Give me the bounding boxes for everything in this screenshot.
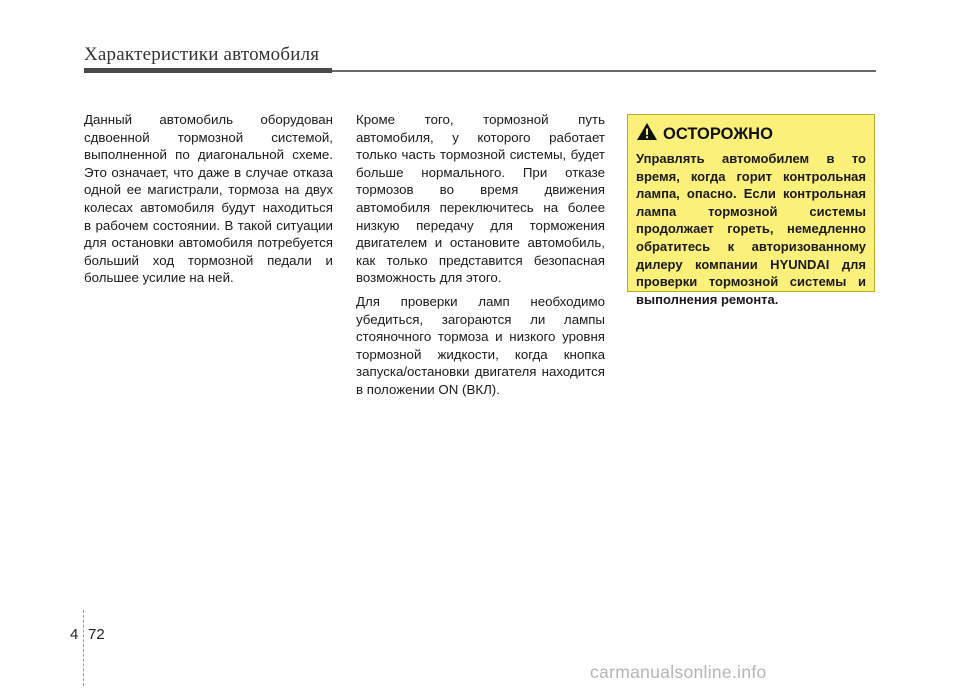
page-title: Характеристики автомобиля <box>84 44 320 65</box>
paragraph: Для проверки ламп необходимо убедиться, загораются ли лампы стояночного тормоза и низкого уровня тормозной жидкости, когда кнопка запуска/остановки двигателя находится в положении ON (ВКЛ). <box>356 293 605 397</box>
warning-triangle-icon <box>636 122 658 146</box>
text-column-middle <box>356 111 605 405</box>
watermark: carmanualsonline.info <box>590 662 767 682</box>
header-rule-thin <box>332 70 876 72</box>
page-number: 72 <box>88 626 105 643</box>
warning-text: Управлять автомобилем в то время, когда горит контрольная лампа, опасно. Если контрольная лампа тормозной системы продолжает гореть, немедленно обратитесь к авторизованному дилеру компании HYUNDAI для проверки тормозной системы и выполнения ремонта. <box>636 151 866 307</box>
warning-header <box>636 122 866 146</box>
header-rule-thick <box>84 68 332 73</box>
footer-divider <box>83 610 85 686</box>
warning-box <box>627 114 875 307</box>
section-number: 4 <box>70 626 79 643</box>
text-column-left <box>84 111 333 293</box>
paragraph: Данный автомобиль оборудован сдвоенной тормозной системой, выполненной по диагональной схеме. Это означает, что даже в случае отказа одной ее магистрали, тормоза на двух колесах автомобиля будут находиться в рабочем состоянии. В такой ситуации для остановки автомобиля потребуется больший ход тормозной педали и большее усилие на ней. <box>84 112 333 286</box>
warning-title: ОСТОРОЖНО <box>663 124 773 143</box>
paragraph: Кроме того, тормозной путь автомобиля, у которого работает только часть тормозной системы, будет больше нормального. При отказе тормозов во время движения автомобиля переключитесь на более низкую передачу для торможения двигателем и остановите автомобиль, как только представится безопасная возможность для этого. <box>356 112 605 286</box>
